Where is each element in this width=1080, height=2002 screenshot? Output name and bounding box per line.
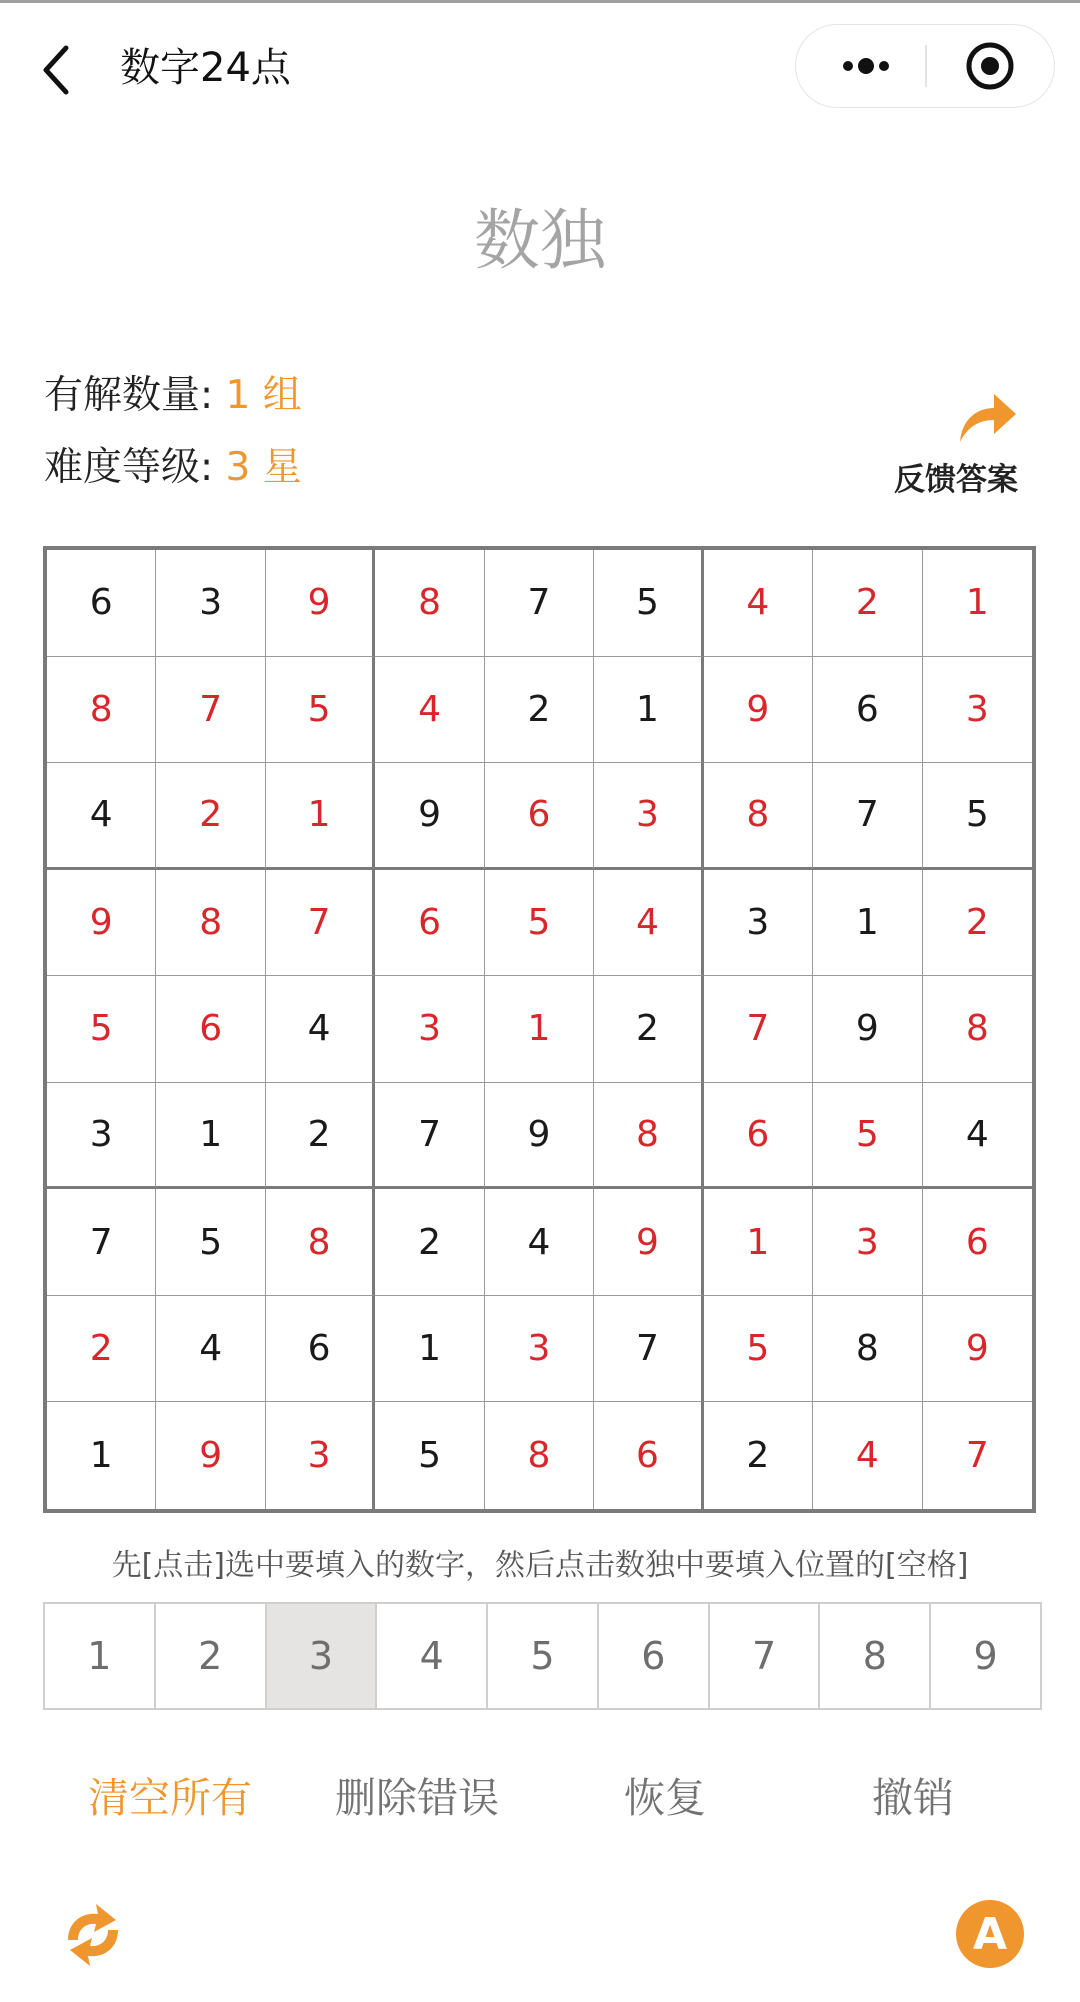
sudoku-cell[interactable]: 2 xyxy=(266,1083,375,1190)
sudoku-cell[interactable]: 9 xyxy=(813,976,922,1083)
sudoku-cell[interactable]: 2 xyxy=(156,763,265,870)
answer-button[interactable]: A xyxy=(956,1900,1024,1968)
sudoku-cell[interactable]: 6 xyxy=(375,870,484,977)
sudoku-cell[interactable]: 7 xyxy=(965,1435,989,1477)
sudoku-cell[interactable]: 3 xyxy=(704,870,813,977)
sudoku-cell[interactable]: 6 xyxy=(266,1296,375,1403)
sudoku-cell[interactable]: 5 xyxy=(594,550,703,657)
picker-number-5[interactable]: 5 xyxy=(488,1604,599,1708)
sudoku-cell[interactable]: 5 xyxy=(375,1402,484,1509)
number-picker xyxy=(43,1602,1042,1710)
sudoku-cell[interactable]: 9 xyxy=(594,1189,703,1296)
more-icon[interactable] xyxy=(836,45,896,87)
sudoku-cell[interactable]: 6 xyxy=(813,657,922,764)
sudoku-cell[interactable]: 9 xyxy=(923,1296,1032,1403)
page-title: 数独 xyxy=(474,202,606,279)
sudoku-cell[interactable]: 4 xyxy=(923,1083,1032,1190)
sudoku-cell[interactable]: 3 xyxy=(485,1296,594,1403)
undo-button[interactable]: 撤销 xyxy=(872,1774,954,1822)
sudoku-cell[interactable]: 4 xyxy=(594,870,703,977)
sudoku-cell[interactable]: 4 xyxy=(375,657,484,764)
sudoku-cell[interactable]: 2 xyxy=(813,550,922,657)
mini-program-capsule xyxy=(795,24,1055,108)
sudoku-cell[interactable]: 8 xyxy=(594,1083,703,1190)
sudoku-cell[interactable]: 9 xyxy=(266,550,375,657)
solutions-value: 1 组 xyxy=(225,373,302,418)
sudoku-cell[interactable]: 2 xyxy=(923,870,1032,977)
sudoku-cell[interactable]: 9 xyxy=(156,1402,265,1509)
sudoku-cell[interactable]: 8 xyxy=(485,1402,594,1509)
difficulty-info xyxy=(44,440,302,496)
sudoku-cell[interactable]: 9 xyxy=(375,763,484,870)
sudoku-cell[interactable]: 1 xyxy=(266,763,375,870)
sudoku-cell[interactable]: 6 xyxy=(923,1189,1032,1296)
back-arrow-icon[interactable] xyxy=(38,40,78,100)
picker-number-6[interactable]: 6 xyxy=(599,1604,710,1708)
action-bar xyxy=(0,1768,1080,1828)
sudoku-cell[interactable]: 8 xyxy=(47,657,156,764)
solutions-label: 有解数量: xyxy=(44,373,214,418)
sudoku-cell[interactable]: 9 xyxy=(485,1083,594,1190)
close-miniprogram-icon[interactable] xyxy=(964,40,1016,92)
sudoku-cell[interactable]: 8 xyxy=(156,870,265,977)
sudoku-cell[interactable]: 3 xyxy=(923,657,1032,764)
sudoku-cell[interactable]: 3 xyxy=(47,1083,156,1190)
sudoku-cell[interactable]: 4 xyxy=(156,1296,265,1403)
sudoku-cell[interactable]: 8 xyxy=(266,1189,375,1296)
sudoku-cell[interactable]: 3 xyxy=(266,1402,375,1509)
refresh-icon[interactable] xyxy=(58,1902,128,1968)
sudoku-cell[interactable]: 8 xyxy=(813,1296,922,1403)
sudoku-cell[interactable]: 7 xyxy=(704,976,813,1083)
sudoku-cell[interactable]: 2 xyxy=(485,657,594,764)
sudoku-cell[interactable]: 3 xyxy=(594,763,703,870)
feedback-label: 反馈答案 xyxy=(894,462,1018,498)
picker-number-4[interactable]: 4 xyxy=(377,1604,488,1708)
picker-number-8[interactable]: 8 xyxy=(820,1604,931,1708)
sudoku-grid xyxy=(43,546,1036,1513)
solutions-info xyxy=(44,368,302,424)
sudoku-cell[interactable]: 5 xyxy=(47,976,156,1083)
sudoku-cell[interactable]: 5 xyxy=(813,1083,922,1190)
sudoku-cell[interactable]: 9 xyxy=(704,657,813,764)
sudoku-cell[interactable]: 7 xyxy=(266,870,375,977)
capsule-separator xyxy=(925,45,927,87)
sudoku-cell[interactable]: 4 xyxy=(813,1402,922,1509)
sudoku-cell[interactable]: 5 xyxy=(923,763,1032,870)
sudoku-cell[interactable]: 5 xyxy=(485,870,594,977)
sudoku-cell[interactable]: 6 xyxy=(156,976,265,1083)
sudoku-cell[interactable]: 6 xyxy=(47,550,156,657)
feedback-answer-button[interactable] xyxy=(890,384,1040,498)
sudoku-cell[interactable]: 8 xyxy=(375,550,484,657)
instruction-hint: 先[点击]选中要填入的数字，然后点击数独中要填入位置的[空格] xyxy=(111,1548,969,1583)
sudoku-cell[interactable]: 7 xyxy=(594,1296,703,1403)
sudoku-cell[interactable]: 1 xyxy=(923,550,1032,657)
sudoku-cell[interactable]: 9 xyxy=(47,870,156,977)
picker-number-2[interactable]: 2 xyxy=(156,1604,267,1708)
share-arrow-icon xyxy=(956,388,1018,444)
sudoku-cell[interactable]: 1 xyxy=(485,976,594,1083)
clear-all-button[interactable]: 清空所有 xyxy=(88,1774,252,1822)
sudoku-cell[interactable]: 4 xyxy=(266,976,375,1083)
delete-errors-button[interactable]: 删除错误 xyxy=(335,1774,499,1822)
picker-number-7[interactable]: 7 xyxy=(710,1604,821,1708)
nav-title: 数字24点 xyxy=(120,45,291,91)
sudoku-cell[interactable]: 1 xyxy=(375,1296,484,1403)
sudoku-cell[interactable]: 5 xyxy=(156,1189,265,1296)
sudoku-cell[interactable]: 3 xyxy=(813,1189,922,1296)
sudoku-cell[interactable]: 3 xyxy=(375,976,484,1083)
sudoku-cell[interactable]: 7 xyxy=(156,657,265,764)
restore-button[interactable]: 恢复 xyxy=(624,1774,706,1822)
sudoku-cell[interactable]: 8 xyxy=(923,976,1032,1083)
sudoku-cell[interactable]: 1 xyxy=(156,1083,265,1190)
sudoku-cell[interactable]: 8 xyxy=(704,763,813,870)
sudoku-cell[interactable]: 6 xyxy=(704,1083,813,1190)
difficulty-label: 难度等级: xyxy=(44,445,214,490)
sudoku-cell[interactable]: 7 xyxy=(485,550,594,657)
sudoku-cell[interactable]: 5 xyxy=(266,657,375,764)
sudoku-cell[interactable]: 3 xyxy=(156,550,265,657)
sudoku-cell[interactable]: 1 xyxy=(47,1402,156,1509)
sudoku-cell[interactable]: 7 xyxy=(813,763,922,870)
sudoku-cell[interactable]: 1 xyxy=(594,657,703,764)
picker-number-3[interactable]: 3 xyxy=(267,1604,378,1708)
sudoku-cell[interactable]: 4 xyxy=(485,1189,594,1296)
sudoku-cell[interactable]: 6 xyxy=(485,763,594,870)
picker-number-1[interactable]: 1 xyxy=(45,1604,156,1708)
sudoku-cell[interactable]: 1 xyxy=(704,1189,813,1296)
sudoku-cell[interactable]: 7 xyxy=(47,1189,156,1296)
sudoku-cell[interactable]: 4 xyxy=(704,550,813,657)
sudoku-cell[interactable]: 7 xyxy=(375,1083,484,1190)
difficulty-value: 3 星 xyxy=(225,445,302,490)
sudoku-cell[interactable]: 2 xyxy=(704,1402,813,1509)
sudoku-cell[interactable]: 2 xyxy=(594,976,703,1083)
sudoku-cell[interactable]: 1 xyxy=(813,870,922,977)
sudoku-cell[interactable]: 2 xyxy=(375,1189,484,1296)
sudoku-cell[interactable]: 6 xyxy=(594,1402,703,1509)
sudoku-cell[interactable]: 5 xyxy=(704,1296,813,1403)
top-divider xyxy=(0,0,1080,3)
sudoku-cell[interactable]: 4 xyxy=(47,763,156,870)
picker-number-9[interactable]: 9 xyxy=(973,1634,998,1678)
sudoku-cell[interactable]: 2 xyxy=(47,1296,156,1403)
